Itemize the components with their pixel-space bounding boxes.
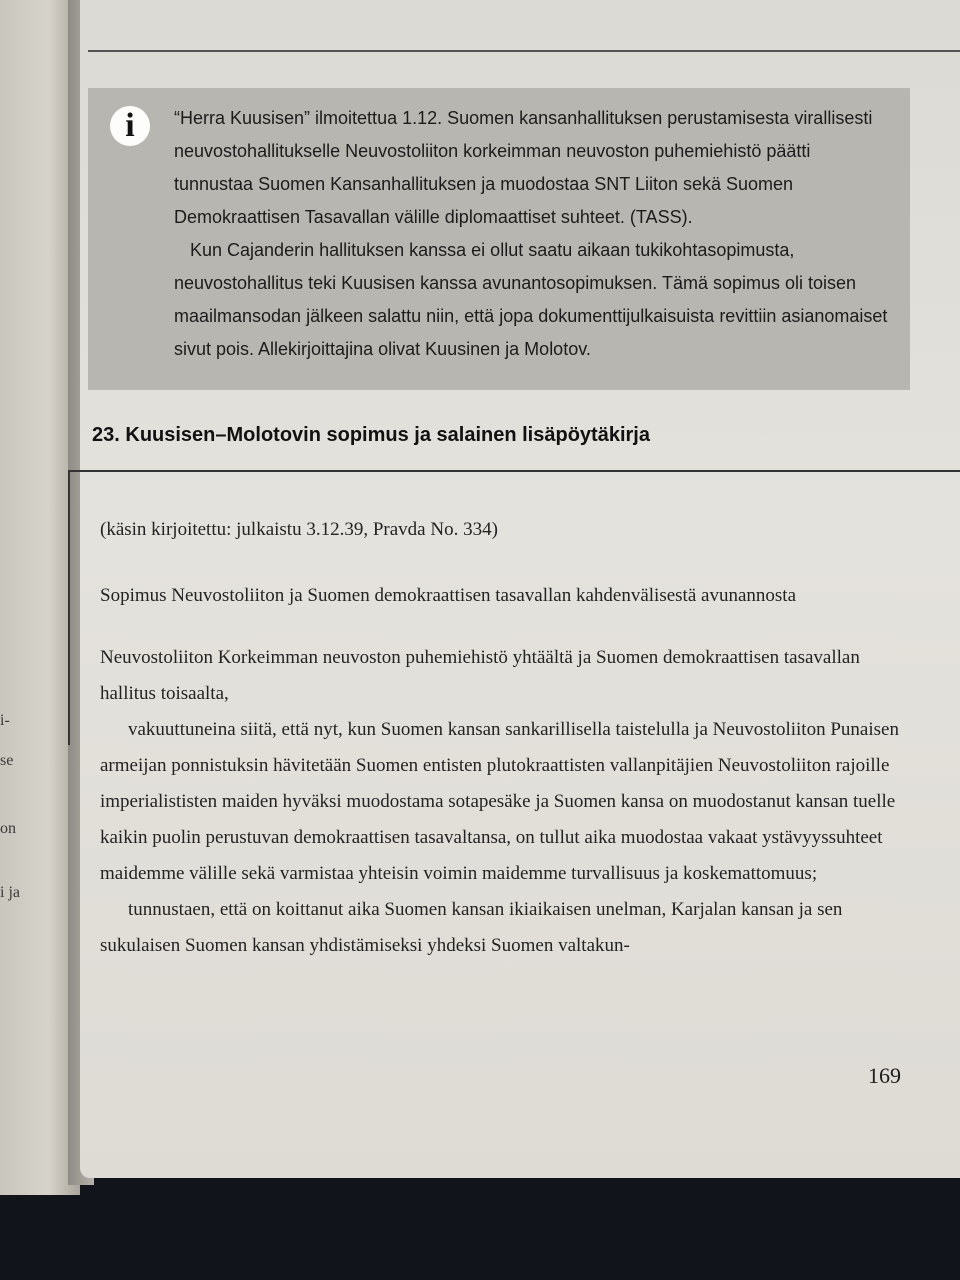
facing-page-fragment: i-	[0, 712, 10, 729]
facing-page-fragment: se	[0, 752, 14, 769]
facing-page-fragment: i ja	[0, 884, 20, 901]
treaty-title: Sopimus Neuvostoliiton ja Suomen demokraattisen tasavallan kahdenvälisestä avunannosta	[100, 585, 796, 606]
header-rule	[88, 50, 960, 52]
document-text	[100, 512, 920, 964]
facing-page-fragment: on	[0, 820, 16, 837]
treaty-parties: Neuvostoliiton Korkeimman neuvoston puhemiehistö yhtäältä ja Suomen demokraattisen tasavallan hallitus toisaalta,	[100, 647, 860, 704]
section-heading	[92, 424, 650, 447]
info-icon: i	[110, 106, 150, 146]
document-left-rule	[68, 470, 70, 745]
info-box	[88, 88, 910, 390]
section-number: 23.	[92, 424, 120, 446]
info-box-text	[174, 102, 894, 366]
section-title: Kuusisen–Molotovin sopimus ja salainen lisäpöytäkirja	[125, 424, 650, 446]
book-page	[80, 0, 960, 1178]
page-number: 169	[868, 1063, 901, 1088]
document-top-rule	[68, 470, 960, 472]
info-paragraph: Kun Cajanderin hallituksen kanssa ei ollut saatu aikaan tukikohtasopimusta, neuvostohallitus teki Kuusisen kanssa avunantosopimuksen. Tämä sopimus oli toisen maailmansodan jälkeen salattu niin, että jopa dokumenttijulkaisuista revittiin asianomaiset sivut pois. Allekirjoittajina olivat Kuusinen ja Molotov.	[174, 240, 888, 359]
info-paragraph: “Herra Kuusisen” ilmoitettua 1.12. Suomen kansanhallituksen perustamisesta virallisesti neuvostohallitukselle Neuvostoliiton korkeimman neuvoston puhemiehistö päätti tunnustaa Suomen Kansanhallituksen ja muodostaa SNT Liiton sekä Suomen Demokraattisen Tasavallan välille diplomaattiset suhteet. (TASS).	[174, 108, 873, 227]
treaty-clause: vakuuttuneina siitä, että nyt, kun Suomen kansan sankarillisella taistelulla ja Neuvostoliiton Punaisen armeijan ponnistuksin hävitetään Suomen entisten plutokraattisten vallanpitäjien Neuvostoliiton rajoille imperialististen maiden hyväksi muodostama sotapesäke ja Suomen kansa on muodostanut kansan tuelle kaikin puolin perustuvan demokraattisen tasavaltansa, on tullut aika muodostaa vakaat ystävyyssuhteet maidemme välille sekä varmistaa yhteisin voimin maidemme turvallisuus ja koskemattomuus;	[100, 719, 899, 884]
treaty-clause: tunnustaen, että on koittanut aika Suomen kansan ikiaikaisen unelman, Karjalan kansan ja sen sukulaisen Suomen kansan yhdistämiseksi yhdeksi Suomen valtakun-	[100, 899, 843, 956]
handwritten-note: (käsin kirjoitettu: julkaistu 3.12.39, Pravda No. 334)	[100, 519, 498, 540]
